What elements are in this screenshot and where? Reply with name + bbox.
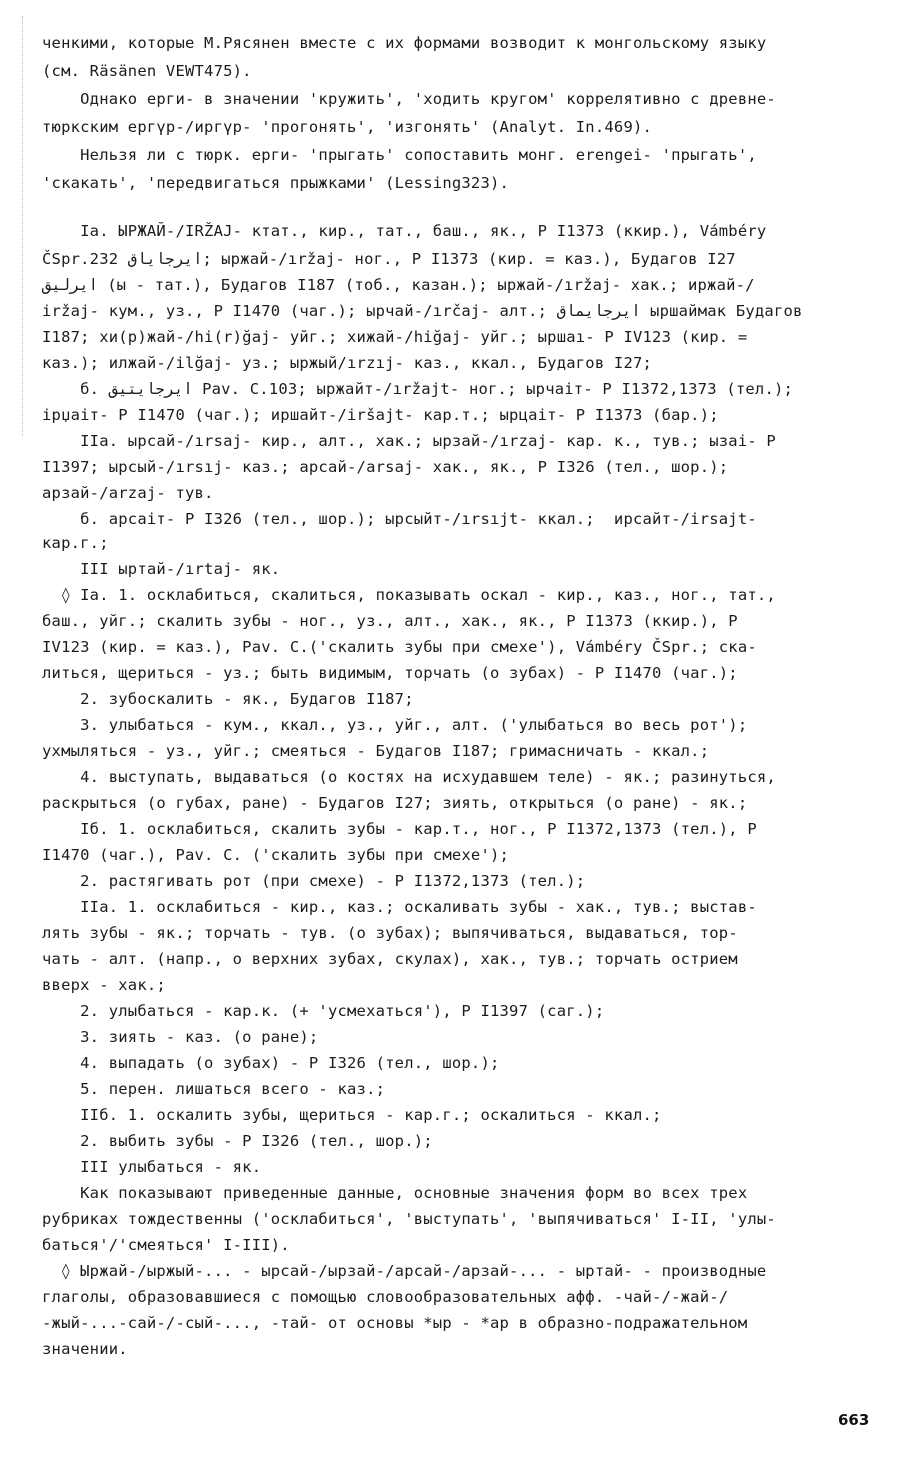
text-line: ченкими, которые М.Рясянен вместе с их формами возводит к монгольскому языку [42, 34, 767, 52]
text-line: -жый-...-сай-/-сый-..., -тай- от основы *ыр - *ар в образно-подражательном [42, 1314, 748, 1332]
text-line: IIб. 1. оскалить зубы, щериться - кар.г.; оскалиться - ккал.; [42, 1106, 662, 1124]
text-line: Как показывают приведенные данные, основные значения форм во всех трех [42, 1184, 748, 1202]
text-line: арзай-/arzaj- тув. [42, 484, 214, 502]
text-line: б. арсаіт- Р I326 (тел., шор.); ырсыйт-/ırsıjt- ккал.; ирсайт-/irsajt- [42, 510, 757, 528]
text-line: 2. зубоскалить - як., Будагов I187; [42, 690, 414, 708]
text-line: ◊ Ыржай-/ыржый-... - ырсай-/ырзай-/арсай-/арзай-... - ыртай- - производные [42, 1262, 767, 1280]
text-line: кар.г.; [42, 534, 109, 552]
text-line: 3. зиять - каз. (о ране); [42, 1028, 319, 1046]
text-line: ◊ Iа. 1. осклабиться, скалиться, показывать оскал - кир., каз., ног., тат., [42, 586, 776, 604]
text-line: глаголы, образовавшиеся с помощью словообразовательных афф. -чай-/-жай-/ [42, 1288, 729, 1306]
text-line: 2. растягивать рот (при смехе) - Р I1372,1373 (тел.); [42, 872, 586, 890]
text-line: баться'/'смеяться' I-III). [42, 1236, 290, 1254]
text-line: Iб. 1. осклабиться, скалить зубы - кар.т., ног., Р I1372,1373 (тел.), Р [42, 820, 757, 838]
text-line: I187; хи(р)жай-/hi(r)ğaj- уйг.; хижай-/hiğaj- уйг.; ыршаı- Р IV123 (кир. = [42, 328, 748, 346]
text-line: Нельзя ли с тюрк. ерги- 'прыгать' сопоставить монг. erengei- 'прыгать', [42, 146, 757, 164]
text-line: 'скакать', 'передвигаться прыжками' (Lessing323). [42, 174, 510, 192]
text-line: III улыбаться - як. [42, 1158, 262, 1176]
text-line: Однако ерги- в значении 'кружить', 'ходить кругом' коррелятивно с древне- [42, 90, 776, 108]
text-line: лять зубы - як.; торчать - тув. (о зубах); выпячиваться, выдаваться, тор- [42, 924, 738, 942]
text-line: раскрыться (о губах, ране) - Будагов I27; зиять, открыться (о ране) - як.; [42, 794, 748, 812]
text-line: ایرلیق (ы - тат.), Будагов I187 (тоб., казан.); ыржай-/ıržaj- хак.; иржай-/ [42, 276, 755, 294]
text-line: 3. улыбаться - кум., ккал., уз., уйг., алт. ('улыбаться во весь рот'); [42, 716, 748, 734]
text-line: (см. Räsänen VEWT475). [42, 62, 252, 80]
text-line: вверх - хак.; [42, 976, 166, 994]
text-line: III ыртай-/ırtaj- як. [42, 560, 281, 578]
text-line: ірџаіт- Р I1470 (чаг.); иршайт-/iršajt- кар.т.; ырцаіт- Р I1373 (бар.); [42, 406, 719, 424]
text-line: 5. перен. лишаться всего - каз.; [42, 1080, 386, 1098]
text-line: 4. выпадать (о зубах) - Р I326 (тел., шор.); [42, 1054, 500, 1072]
text-line: баш., уйг.; скалить зубы - ног., уз., алт., хак., як., Р I1373 (ккир.), Р [42, 612, 738, 630]
text-line: I1397; ырсый-/ırsıj- каз.; арсай-/arsaj- хак., як., Р I326 (тел., шор.); [42, 458, 729, 476]
text-line: IV123 (кир. = каз.), Pav. C.('скалить зубы при смехе'), Vámbéry ČSpr.; ска- [42, 638, 757, 656]
text-line: тюркским ергүр-/иргүр- 'прогонять', 'изгонять' (Analyt. In.469). [42, 118, 653, 136]
text-line: 2. выбить зубы - Р I326 (тел., шор.); [42, 1132, 433, 1150]
text-line: Iа. ЫРЖАЙ-/IRŽAJ- ктат., кир., тат., баш., як., Р I1373 (ккир.), Vámbéry [42, 222, 767, 240]
text-line: чать - алт. (напр., о верхних зубах, скулах), хак., тув.; торчать острием [42, 950, 738, 968]
text-line: I1470 (чаг.), Pav. C. ('скалить зубы при смехе'); [42, 846, 510, 864]
text-line: ČSpr.232 ایرجایاق; ыржай-/ıržaj- ног., Р I1373 (кир. = каз.), Будагов I27 [42, 250, 736, 268]
text-line: 2. улыбаться - кар.к. (+ 'усмехаться'), Р I1397 (саг.); [42, 1002, 605, 1020]
page-number: 663 [838, 1411, 870, 1429]
text-line: каз.); илжай-/ilğaj- уз.; ыржый/ırzıj- каз., ккал., Будагов I27; [42, 354, 653, 372]
text-line: значении. [42, 1340, 128, 1358]
text-line: 4. выступать, выдаваться (о костях на исхудавшем теле) - як.; разинуться, [42, 768, 776, 786]
text-line: ухмыляться - уз., уйг.; смеяться - Будагов I187; гримасничать - ккал.; [42, 742, 710, 760]
text-line: iržaj- кум., уз., Р I1470 (чаг.); ырчай-/ırčaj- алт.; ایرجایماق ыршаймак Будагов [42, 302, 803, 320]
text-line: б. ایرجایتیق Pav. C.103; ыржайт-/ıržajt- ног.; ырчаіт- Р I1372,1373 (тел.); [42, 380, 794, 398]
text-line: рубриках тождественны ('осклабиться', 'выступать', 'выпячиваться' I-II, 'улы- [42, 1210, 776, 1228]
margin-dots [22, 16, 35, 436]
text-line: IIа. ырсай-/ırsaj- кир., алт., хак.; ырзай-/ırzaj- кар. к., тув.; ызаі- Р [42, 432, 776, 450]
text-line: литься, щериться - уз.; быть видимым, торчать (о зубах) - Р I1470 (чаг.); [42, 664, 738, 682]
text-line: IIа. 1. осклабиться - кир., каз.; оскаливать зубы - хак., тув.; выстав- [42, 898, 757, 916]
